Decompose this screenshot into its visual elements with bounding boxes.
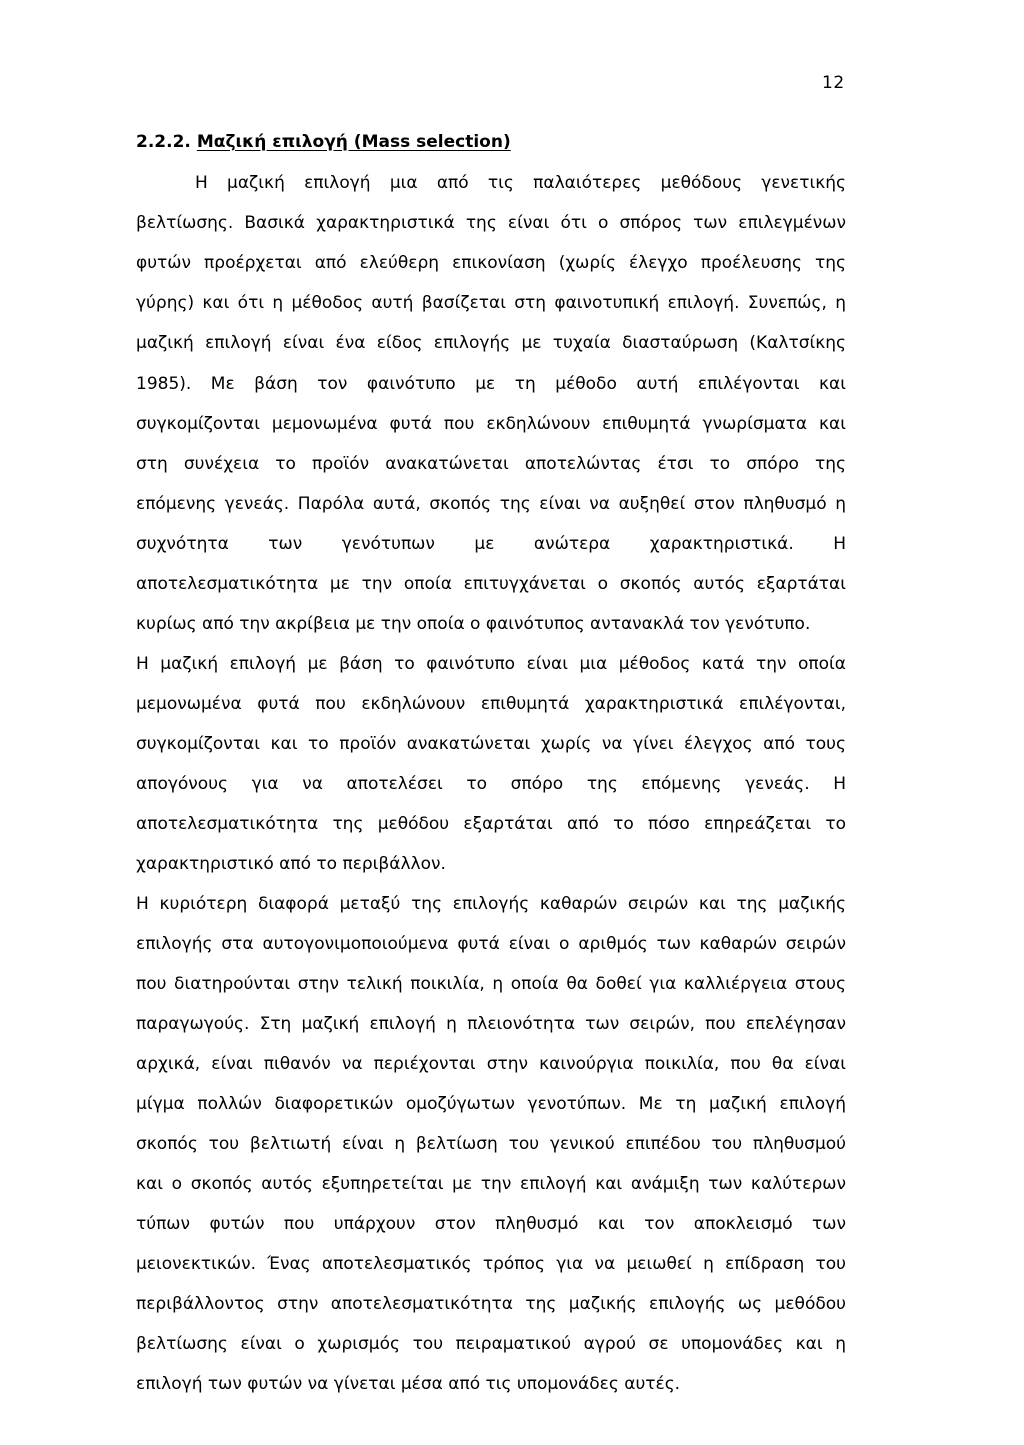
section-heading (136, 132, 511, 152)
text-line: αποτελεσματικότητα με την οποία επιτυγχάνεται ο σκοπός αυτός εξαρτάται (136, 574, 846, 594)
text-line: και ο σκοπός αυτός εξυπηρετείται με την επιλογή και ανάμιξη των καλύτερων (136, 1174, 846, 1194)
text-line: τύπων φυτών που υπάρχουν στον πληθυσμό και τον αποκλεισμό των (136, 1214, 846, 1234)
text-line: μειονεκτικών. Ένας αποτελεσματικός τρόπος για να μειωθεί η επίδραση του (136, 1254, 846, 1274)
text-line: επιλογής στα αυτογονιμοποιούμενα φυτά είναι ο αριθμός των καθαρών σειρών (136, 934, 846, 954)
text-line: βελτίωσης είναι ο χωρισμός του πειραματικού αγρού σε υπομονάδες και η (136, 1334, 846, 1354)
text-line: που διατηρούνται στην τελική ποικιλία, η οποία θα δοθεί για καλλιέργεια στους (136, 974, 846, 994)
text-line: μίγμα πολλών διαφορετικών ομοζύγωτων γενοτύπων. Με τη μαζική επιλογή (136, 1094, 846, 1114)
text-line: Η κυριότερη διαφορά μεταξύ της επιλογής καθαρών σειρών και της μαζικής (136, 894, 846, 914)
text-line: επιλογή των φυτών να γίνεται μέσα από τις υπομονάδες αυτές. (136, 1374, 681, 1394)
text-line: φυτών προέρχεται από ελεύθερη επικονίαση (χωρίς έλεγχο προέλευσης της (136, 253, 846, 273)
text-line: γύρης) και ότι η μέθοδος αυτή βασίζεται στη φαινοτυπική επιλογή. Συνεπώς, η (136, 293, 846, 313)
text-line: περιβάλλοντος στην αποτελεσματικότητα της μαζικής επιλογής ως μεθόδου (136, 1294, 846, 1314)
text-line: μεμονωμένα φυτά που εκδηλώνουν επιθυμητά χαρακτηριστικά επιλέγονται, (136, 694, 846, 714)
text-line: αρχικά, είναι πιθανόν να περιέχονται στην καινούργια ποικιλία, που θα είναι (136, 1054, 846, 1074)
text-line: παραγωγούς. Στη μαζική επιλογή η πλειονότητα των σειρών, που επελέγησαν (136, 1014, 846, 1034)
text-line: σκοπός του βελτιωτή είναι η βελτίωση του γενικού επιπέδου του πληθυσμού (136, 1134, 846, 1154)
text-line: αποτελεσματικότητα της μεθόδου εξαρτάται από το πόσο επηρεάζεται το (136, 814, 846, 834)
text-line: συγκομίζονται μεμονωμένα φυτά που εκδηλώνουν επιθυμητά γνωρίσματα και (136, 414, 846, 434)
page-number: 12 (822, 73, 845, 93)
text-line: απογόνους για να αποτελέσει το σπόρο της επόμενης γενεάς. Η (136, 774, 846, 794)
section-number: 2.2.2. (136, 132, 191, 152)
text-line: Η μαζική επιλογή μια από τις παλαιότερες μεθόδους γενετικής (195, 173, 846, 193)
text-line: βελτίωσης. Βασικά χαρακτηριστικά της είναι ότι ο σπόρος των επιλεγμένων (136, 213, 846, 233)
text-line: στη συνέχεια το προϊόν ανακατώνεται αποτελώντας έτσι το σπόρο της (136, 454, 846, 474)
text-line: 1985). Με βάση τον φαινότυπο με τη μέθοδο αυτή επιλέγονται και (136, 374, 846, 394)
section-title: Μαζική επιλογή (Mass selection) (196, 132, 511, 152)
text-line: χαρακτηριστικό από το περιβάλλον. (136, 854, 446, 874)
text-line: μαζική επιλογή είναι ένα είδος επιλογής με τυχαία διασταύρωση (Καλτσίκης (136, 333, 846, 353)
text-line: συγκομίζονται και το προϊόν ανακατώνεται χωρίς να γίνει έλεγχος από τους (136, 734, 846, 754)
text-line: συχνότητα των γενότυπων με ανώτερα χαρακτηριστικά. Η (136, 534, 846, 554)
text-line: κυρίως από την ακρίβεια με την οποία ο φαινότυπος αντανακλά τον γενότυπο. (136, 614, 811, 634)
text-line: επόμενης γενεάς. Παρόλα αυτά, σκοπός της είναι να αυξηθεί στον πληθυσμό η (136, 494, 846, 514)
text-line: Η μαζική επιλογή με βάση το φαινότυπο είναι μια μέθοδος κατά την οποία (136, 654, 846, 674)
